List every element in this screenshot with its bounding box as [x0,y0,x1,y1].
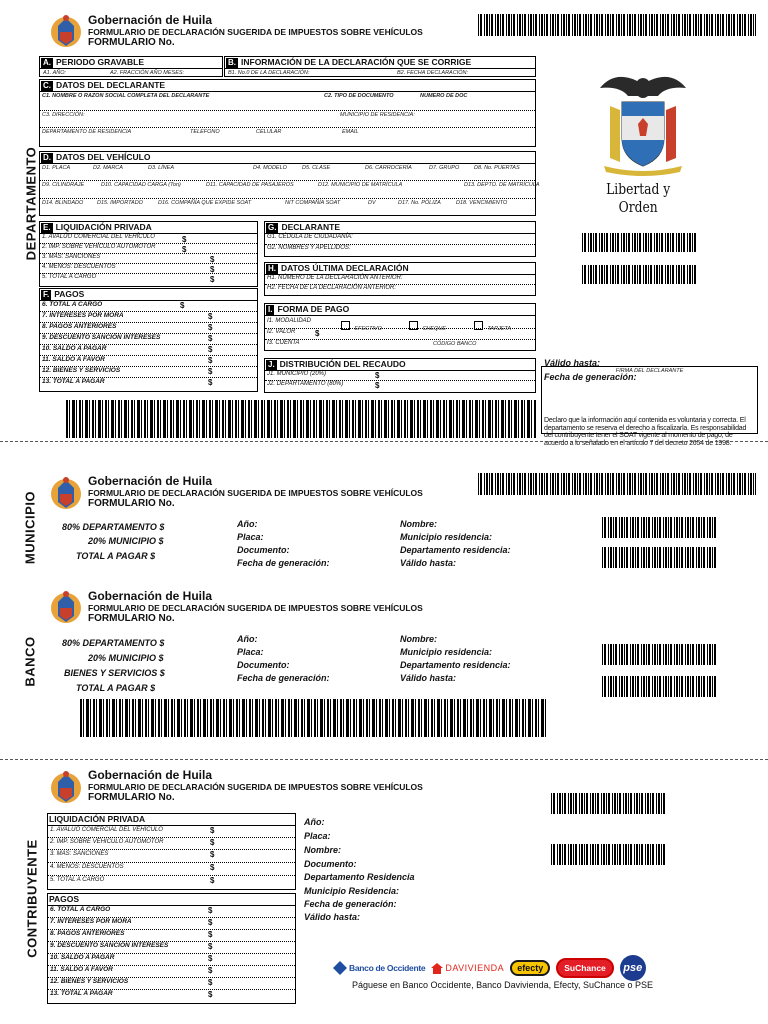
contrib-pagos [47,893,296,1004]
currency: $ [210,265,215,274]
item-label: 7. INTERESES POR MORA [50,918,132,925]
pse-logo: pse [620,955,646,981]
currency: $ [208,906,213,915]
declaro-text: Declaro que la información aquí contenida es voluntaria y correcta. El departamento se reserva el derecho a fiscalizarla. Es responsabilidad del contribuyente tener el SOAT vigente al momento de pago, de acuerdo a lo señalado en el artículo 7 del decreto 2654 de 1998. [544,417,747,447]
section-h [264,262,536,296]
mun-nombre: Nombre: [400,519,438,529]
field-label: D16. COMPAÑÍA QUE EXPIDE SOAT [158,200,252,206]
section-e [39,221,258,287]
banco-placa: Placa: [237,647,264,657]
barcode [551,793,665,814]
field-label: D8. No. PUERTAS [474,165,520,171]
field-label: D18. VENCIMIENTO [456,200,508,206]
item-label: 4. MENOS: DESCUENTOS [50,864,124,870]
barcode [602,676,716,697]
field-label: DV [368,200,376,206]
field-label: C2. TIPO DE DOCUMENTO [324,93,394,99]
field-label: D17. No. PÓLIZA [398,200,441,206]
banco-occidente-logo: Banco de Occidente [333,961,425,975]
colombia-coat-of-arms-icon [596,66,690,176]
item-label: 8. PAGOS ANTERIORES [50,930,125,937]
field-label: D13. DEPTO. DE MATRÍCULA [464,182,540,188]
form-title: FORMULARIO DE DECLARACIÓN SUGERIDA DE IMPUESTOS SOBRE VEHÍCULOS [88,782,423,792]
currency: $ [208,378,213,387]
section-e-header: E. LIQUIDACIÓN PRIVADA [40,222,257,234]
field-label: D9. CILINDRAJE [42,182,85,188]
mun-departamento: Departamento residencia: [400,545,511,555]
contrib-departamento: Departamento Residencia [304,872,415,882]
banco-20-label: 20% MUNICIPIO $ [88,653,164,663]
item-label: 13. TOTAL A PAGAR [50,990,113,997]
section-i [264,303,536,351]
field-label: I2. VALOR [267,329,296,335]
currency: $ [208,356,213,365]
mun-municipio: Municipio residencia: [400,532,493,542]
currency: $ [210,863,215,872]
field-label: D2. MARCA [93,165,123,171]
item-label: 4. MENOS: DESCUENTOS [42,264,116,270]
currency: $ [208,990,213,999]
section-f-header: F. PAGOS [40,289,257,301]
field-label: D6. CARROCERÍA [365,165,412,171]
currency: $ [315,329,320,338]
currency: $ [208,323,213,332]
barcode [582,233,696,252]
item-label: 11. SALDO A FAVOR [50,966,113,973]
section-c-header: C. DATOS DEL DECLARANTE [40,80,535,92]
contrib-pagos-header: PAGOS [48,894,295,906]
field-label: D10. CAPACIDAD CARGA (Ton) [101,182,181,188]
barcode [602,547,716,568]
form-number: FORMULARIO No. [88,792,175,803]
field-label: D14. BLINDADO [42,200,84,206]
huila-seal-icon [46,472,86,512]
field-label: G2. NOMBRES Y APELLIDOS: [267,245,351,251]
field-label: J2. DEPARTAMENTO (80%) [267,381,344,387]
field-label: DEPARTAMENTO DE RESIDENCIA [42,129,132,135]
field-label: H1. NÚMERO DE LA DECLARACIÓN ANTERIOR: [267,275,403,281]
form-title: FORMULARIO DE DECLARACIÓN SUGERIDA DE IMPUESTOS SOBRE VEHÍCULOS [88,488,423,498]
field-label: TELEFONO [190,129,220,135]
currency: $ [208,367,213,376]
barcode [602,517,716,538]
field-label: D4. MODELO [253,165,287,171]
section-b [224,56,536,77]
gov-title: Gobernación de Huila [88,768,213,782]
banco-total-label: TOTAL A PAGAR $ [76,683,156,693]
house-icon [431,963,443,974]
contrib-fecha: Fecha de generación: [304,899,397,909]
davivienda-logo: DAVIVIENDA [431,963,504,974]
banco-municipio: Municipio residencia: [400,647,493,657]
currency: $ [208,978,213,987]
valido-hasta-label: Válido hasta: [544,358,601,368]
occidente-icon [333,961,347,975]
header-banco [88,590,423,624]
contrib-liquidacion [47,813,296,890]
barcode [478,14,756,36]
side-label-departamento: DEPARTAMENTO [23,146,39,261]
field-label: D3. LÍNEA [148,165,174,171]
form-number: FORMULARIO No. [88,37,175,48]
section-d [39,151,540,216]
currency: $ [208,954,213,963]
gov-title: Gobernación de Huila [88,589,213,603]
item-label: 1. AVALÚO COMERCIAL DEL VEHÍCULO [50,827,163,833]
mun-20-label: 20% MUNICIPIO $ [88,536,164,546]
item-label: 5. TOTAL A CARGO [42,274,97,280]
mun-placa: Placa: [237,532,264,542]
mun-total-label: TOTAL A PAGAR $ [76,551,156,561]
item-label: 8. PAGOS ANTERIORES [42,323,117,330]
gov-title: Gobernación de Huila [88,13,213,27]
item-label: 10. SALDO A PAGAR [50,954,115,961]
item-label: 2. IMP. SOBRE VEHÍCULO AUTOMOTOR [42,244,156,250]
item-label: 13. TOTAL A PAGAR [42,378,105,385]
banco-ano: Año: [237,634,258,644]
currency: $ [210,838,215,847]
banco-bienes-label: BIENES Y SERVICIOS $ [64,668,165,678]
field-label: H2. FECHA DE LA DECLARACIÓN ANTERIOR: [267,285,397,291]
footer-text: Páguese en Banco Occidente, Banco Davivienda, Efecty, SuChance o PSE [352,980,654,990]
bank-logos [333,955,646,981]
barcode [582,265,696,284]
currency: $ [210,850,215,859]
firma-label: FIRMA DEL DECLARANTE [615,368,684,374]
item-label: 6. TOTAL A CARGO [42,301,103,308]
field-label: C3. DIRECCIÓN: [42,112,85,118]
field-label: D5. CLASE [302,165,331,171]
currency: $ [208,918,213,927]
suchance-logo: SuChance [556,958,614,978]
contrib-nombre: Nombre: [304,845,342,855]
item-label: 12. BIENES Y SERVICIOS [42,367,121,374]
item-label: 3. MÁS: SANCIONES [50,851,109,857]
item-label: 11. SALDO A FAVOR [42,356,105,363]
item-label: 6. TOTAL A CARGO [50,906,111,913]
side-label-municipio: MUNICIPIO [22,490,38,565]
section-a-header: A. PERIODO GRAVABLE [40,57,222,69]
huila-seal-icon [46,766,86,806]
item-label: 10. SALDO A PAGAR [42,345,107,352]
section-i-header: I. FORMA DE PAGO [265,304,535,316]
currency: $ [182,245,187,254]
side-label-banco: BANCO [22,636,38,687]
header-mun [88,475,423,509]
field-label: D15. IMPORTADO [97,200,143,206]
item-label: 3. MÁS: SANCIONES [42,254,101,260]
section-j [264,358,536,393]
item-label: 12. BIENES Y SERVICIOS [50,978,129,985]
huila-seal-icon [46,10,86,50]
gov-title: Gobernación de Huila [88,474,213,488]
banco-documento: Documento: [237,660,290,670]
cut-line [0,759,768,760]
mun-valido: Válido hasta: [400,558,457,568]
header-contrib [88,769,423,803]
field-label: D7. GRUPO [429,165,460,171]
form-title: FORMULARIO DE DECLARACIÓN SUGERIDA DE IMPUESTOS SOBRE VEHÍCULOS [88,603,423,613]
field-label: NUMERO DE DOC [420,93,468,99]
currency: $ [208,312,213,321]
currency: $ [375,381,380,390]
contrib-ano: Año: [304,817,325,827]
field-label: D1. PLACA [42,165,71,171]
header-dep [88,14,423,48]
contrib-documento: Documento: [304,859,357,869]
barcode [478,473,756,495]
currency: $ [180,301,185,310]
currency: $ [210,876,215,885]
field-label: D12. MUNICIPIO DE MATRÍCULA [318,182,403,188]
field-label: B1. No.0 DE LA DECLARACIÓN: [228,70,310,76]
mun-ano: Año: [237,519,258,529]
field-label: J1. MUNICIPIO (20%) [267,371,327,377]
currency: $ [210,275,215,284]
item-label: 9. DESCUENTO SANCIÓN INTERESES [50,942,169,949]
barcode [602,644,716,665]
cut-line [0,441,768,442]
efectivo-checkbox[interactable]: EFECTIVO [341,317,382,335]
currency: $ [208,345,213,354]
currency: $ [208,966,213,975]
libertad-y-orden: Libertad y Orden [606,180,671,216]
banco-80-label: 80% DEPARTAMENTO $ [62,638,165,648]
barcode [80,699,548,737]
mun-80-label: 80% DEPARTAMENTO $ [62,522,165,532]
form-number: FORMULARIO No. [88,613,175,624]
currency: $ [210,255,215,264]
field-label: I1. MODALIDAD [267,318,312,324]
section-g-header: G. DECLARANTE [265,222,535,234]
item-label: 1. AVALÚO COMERCIAL DEL VEHÍCULO [42,234,155,240]
contrib-municipio: Municipio Residencia: [304,886,400,896]
contrib-placa: Placa: [304,831,331,841]
efecty-logo: efecty [510,960,550,976]
banco-valido: Válido hasta: [400,673,457,683]
currency: $ [208,942,213,951]
section-c [39,79,536,147]
section-a [39,56,223,77]
huila-seal-icon [46,586,86,626]
section-d-header: D. DATOS DEL VEHÍCULO [40,152,535,164]
item-label: 2. IMP. SOBRE VEHÍCULO AUTOMOTOR [50,839,164,845]
item-label: 9. DESCUENTO SANCIÓN INTERESES [42,334,161,341]
banco-nombre: Nombre: [400,634,438,644]
form-title: FORMULARIO DE DECLARACIÓN SUGERIDA DE IMPUESTOS SOBRE VEHÍCULOS [88,27,423,37]
section-f [39,288,258,392]
mun-fecha: Fecha de generación: [237,558,330,568]
section-b-header: B. INFORMACIÓN DE LA DECLARACIÓN QUE SE CORRIGE [225,57,535,69]
cheque-checkbox[interactable]: CHEQUE [409,317,446,335]
field-label: I3. CUENTA [267,340,300,346]
field-label: A2. FRACCIÓN AÑO MESES: [110,70,185,76]
currency: $ [210,826,215,835]
field-label: NIT COMPAÑÍA SOAT [285,200,341,206]
fecha-generacion-label: Fecha de generación: [544,372,637,382]
item-label: 7. INTERESES POR MORA [42,312,124,319]
field-label: A1. AÑO: [43,70,67,76]
barcode [551,844,665,865]
firma-box [541,366,758,447]
field-label: EMAIL [342,129,359,135]
barcode [66,400,536,438]
banco-fecha: Fecha de generación: [237,673,330,683]
field-label: B2. FECHA DECLARACIÓN: [397,70,469,76]
side-label-contribuyente: CONTRIBUYENTE [24,839,40,958]
section-j-header: J. DISTRIBUCIÓN DEL RECAUDO [265,359,535,371]
form-number: FORMULARIO No. [88,498,175,509]
section-h-header: H. DATOS ÚLTIMA DECLARACIÓN [265,263,535,275]
banco-departamento: Departamento residencia: [400,660,511,670]
currency: $ [208,334,213,343]
field-label: G1. CÉDULA DE CIUDADANÍA: [267,234,353,240]
mun-documento: Documento: [237,545,290,555]
field-label: CÓDIGO BANCO [433,341,477,347]
field-label: C1. NOMBRE O RAZON SOCIAL COMPLETA DEL DECLARANTE [42,93,210,99]
contrib-valido: Válido hasta: [304,912,361,922]
field-label: MUNICIPIO DE RESIDENCIA: [340,112,415,118]
field-label: CELULAR [256,129,282,135]
currency: $ [208,930,213,939]
tarjeta-checkbox[interactable]: TARJETA [474,317,511,335]
currency: $ [182,235,187,244]
currency: $ [375,371,380,380]
item-label: 5. TOTAL A CARGO [50,877,105,883]
contrib-liquidacion-header: LIQUIDACIÓN PRIVADA [48,814,295,826]
section-g [264,221,536,257]
field-label: D11. CAPACIDAD DE PASAJEROS [206,182,294,188]
